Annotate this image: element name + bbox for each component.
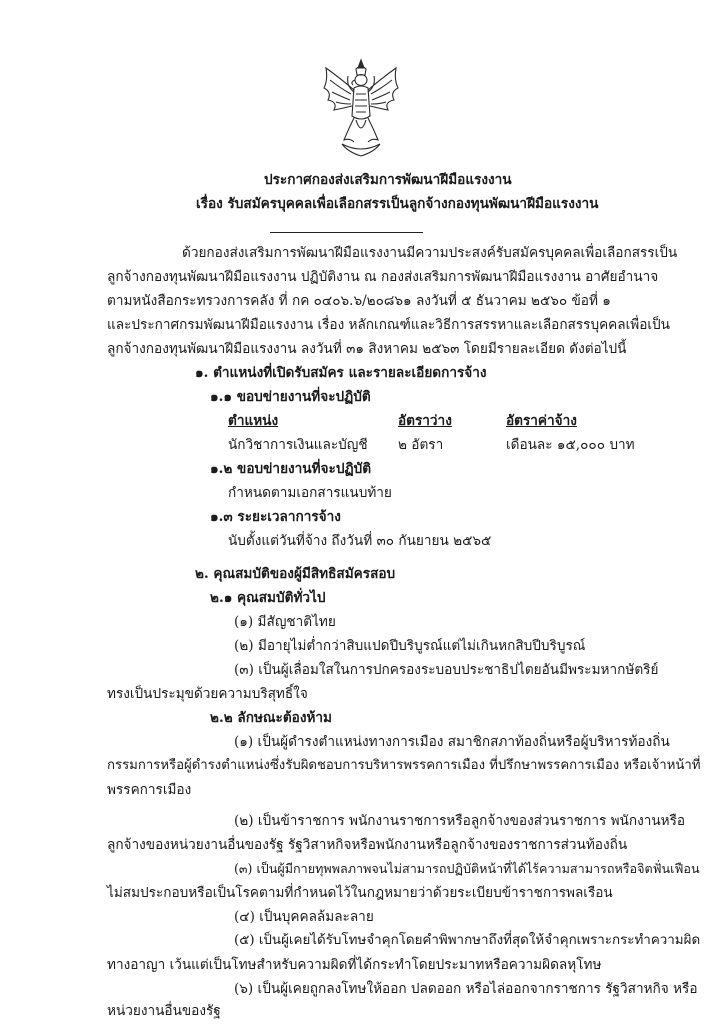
intro-line: ลูกจ้างกองทุนพัฒนาฝีมือแรงงาน ปฏิบัติงาน ณ กองส่งเสริมการพัฒนาฝีมือแรงงาน อาศัยอำนาจ [107,269,659,285]
prohibition-line: ลูกจ้างของหน่วยงานอื่นของรัฐ รัฐวิสาหกิจหรือพนักงานหรือลูกจ้างของราชการส่วนท้องถิ่น [107,837,628,853]
prohibition-line: พรรคการเมือง [107,782,192,798]
intro-line: ลูกจ้างกองทุนพัฒนาฝีมือแรงงาน ลงวันที่ ๓๑ สิงหาคม ๒๕๖๓ โดยมีรายละเอียด ดังต่อไปนี้ [107,341,627,357]
qualification-item: (๒) มีอายุไม่ต่ำกว่าสิบแปดปีบริบูรณ์แต่ไม่เกินหกสิบปีบริบูรณ์ [234,638,586,654]
section-1-2-heading: ๑.๒ ขอบข่ายงานที่จะปฏิบัติ [210,461,372,477]
prohibition-line: ทางอาญา เว้นแต่เป็นโทษสำหรับความผิดที่ได้กระทำโดยประมาทหรือความผิดลหุโทษ [107,957,602,973]
prohibition-line: (๕) เป็นผู้เคยได้รับโทษจำคุกโดยคำพิพากษาถึงที่สุดให้จำคุกเพราะกระทำความผิด [234,933,701,948]
section-1-2-text: กำหนดตามเอกสารแนบท้าย [228,485,392,501]
prohibition-line: (๑) เป็นผู้ดำรงตำแหน่งทางการเมือง สมาชิกสภาท้องถิ่นหรือผู้บริหารท้องถิ่น [234,734,670,750]
section-2-1-heading: ๒.๑ คุณสมบัติทั่วไป [210,590,326,606]
section-1-3-heading: ๑.๓ ระยะเวลาการจ้าง [210,509,341,525]
table-header-position: ตำแหน่ง [228,413,279,429]
garuda-emblem-icon [318,58,404,158]
header-divider [270,232,423,233]
prohibition-line: ไม่สมประกอบหรือเป็นโรคตามที่กำหนดไว้ในกฎหมายว่าด้วยระเบียบข้าราชการพลเรือน [107,885,613,901]
prohibition-line: (๖) เป็นผู้เคยถูกลงโทษให้ออก ปลดออก หรือไล่ออกจากราชการ รัฐวิสาหกิจ หรือ [234,981,698,997]
section-2-2-heading: ๒.๒ ลักษณะต้องห้าม [210,710,333,726]
table-cell-position: นักวิชาการเงินและบัญชี [228,437,368,453]
section-2-heading: ๒. คุณสมบัติของผู้มีสิทธิสมัครสอบ [195,566,396,582]
section-1-1-heading: ๑.๑ ขอบข่ายงานที่จะปฏิบัติ [210,389,371,405]
intro-line: ตามหนังสือกระทรวงการคลัง ที่ กค ๐๔๐๖.๖/๒๐๘๖๑ ลงวันที่ ๕ ธันวาคม ๒๕๖๐ ข้อที่ ๑ [107,293,611,309]
qualification-item: (๑) มีสัญชาติไทย [234,614,336,630]
section-1-heading: ๑. ตำแหน่งที่เปิดรับสมัคร และรายละเอียดการจ้าง [195,365,487,381]
prohibition-line: หน่วยงานอื่นของรัฐ [107,1003,221,1019]
intro-line: และประกาศกรมพัฒนาฝีมือแรงงาน เรื่อง หลักเกณฑ์และวิธีการสรรหาและเลือกสรรบุคคลเพื่อเป็น [107,317,670,333]
qualification-item: (๓) เป็นผู้เลื่อมใสในการปกครองระบอบประชาธิปไตยอันมีพระมหากษัตริย์ [234,662,659,678]
prohibition-line: (๓) เป็นผู้มีกายทุพพลภาพจนไม่สามารถปฏิบัติหน้าที่ได้ไร้ความสามารถหรือจิตฟั่นเฟือน [234,861,700,876]
document-title: ประกาศกองส่งเสริมการพัฒนาฝีมือแรงงาน [264,172,512,188]
table-header-wage: อัตราค่าจ้าง [506,413,577,429]
prohibition-line: (๒) เป็นข้าราชการ พนักงานราชการหรือลูกจ้างของส่วนราชการ พนักงานหรือ [234,813,686,829]
qualification-item-cont: ทรงเป็นประมุขด้วยความบริสุทธิ์ใจ [107,686,308,702]
document-subject: เรื่อง รับสมัครบุคคลเพื่อเลือกสรรเป็นลูกจ้างกองทุนพัฒนาฝีมือแรงงาน [196,196,599,212]
intro-line: ด้วยกองส่งเสริมการพัฒนาฝีมือแรงงานมีความประสงค์รับสมัครบุคคลเพื่อเลือกสรรเป็น [182,245,678,261]
table-cell-vacancy: ๒ อัตรา [398,437,444,453]
prohibition-line: กรรมการหรือผู้ดำรงตำแหน่งซึ่งรับผิดชอบการบริหารพรรคการเมือง ที่ปรึกษาพรรคการเมือง หรือเจ้าหน้าที่ [107,758,701,773]
table-cell-wage: เดือนละ ๑๕,๐๐๐ บาท [506,437,635,453]
section-1-3-text: นับตั้งแต่วันที่จ้าง ถึงวันที่ ๓๐ กันยายน ๒๕๖๕ [228,533,492,549]
prohibition-line: (๔) เป็นบุคคลล้มละลาย [234,909,374,925]
table-header-vacancy: อัตราว่าง [398,413,452,429]
